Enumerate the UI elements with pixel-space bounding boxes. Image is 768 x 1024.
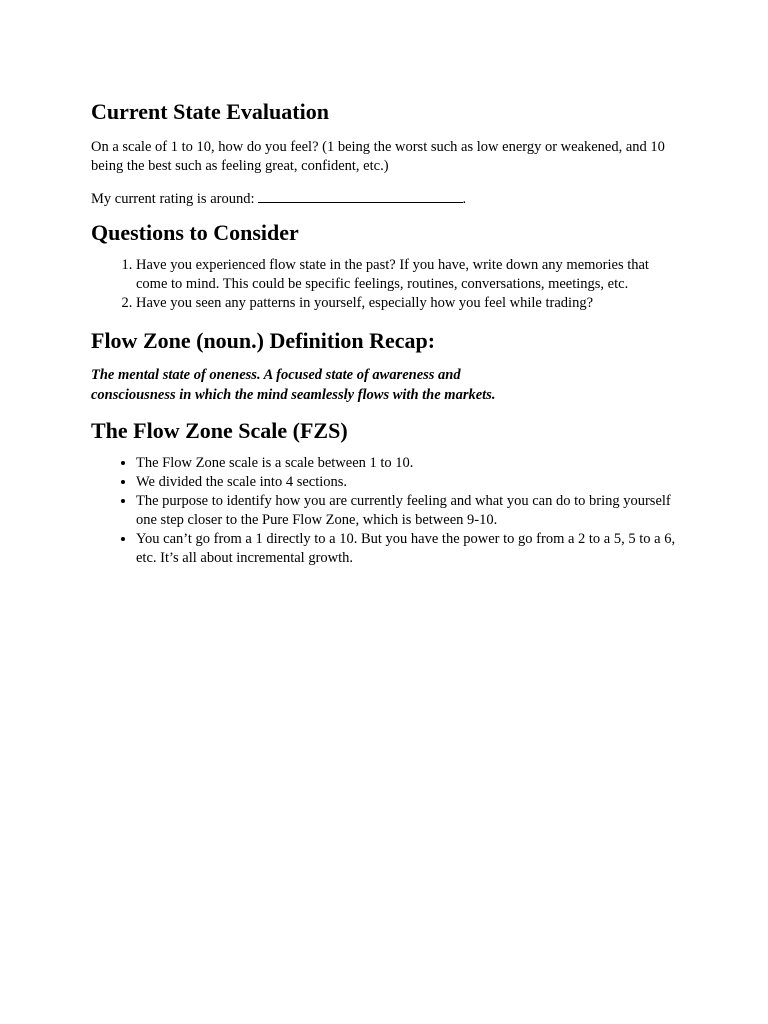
rating-blank	[258, 188, 463, 203]
rating-label: My current rating is around:	[91, 191, 255, 207]
list-item: 2. Have you seen any patterns in yourself, especially how you feel while trading?	[136, 294, 681, 313]
heading-definition: Flow Zone (noun.) Definition Recap:	[91, 328, 436, 353]
questions-list	[91, 256, 681, 313]
list-item: 1. Have you experienced flow state in the past? If you have, write down any memories that come to mind. This could be specific feelings, routines, conversations, meetings, etc.	[136, 256, 681, 294]
rating-suffix: .	[462, 191, 467, 207]
scale-list	[91, 454, 681, 568]
heading-questions: Questions to Consider	[91, 220, 299, 245]
heading-scale: The Flow Zone Scale (FZS)	[91, 418, 348, 443]
definition-text	[91, 365, 681, 405]
rating-line	[91, 188, 681, 209]
heading-current-state: Current State Evaluation	[91, 99, 329, 124]
list-item: • We divided the scale into 4 sections.	[136, 473, 681, 492]
document-page	[91, 98, 681, 568]
definition-line-2: consciousness in which the mind seamlessly flows with the markets.	[91, 387, 496, 403]
list-item: • The purpose to identify how you are currently feeling and what you can do to bring yourself one step closer to the Pure Flow Zone, which is between 9-10.	[136, 492, 681, 530]
list-item: • The Flow Zone scale is a scale between 1 to 10.	[136, 454, 681, 473]
list-item: • You can’t go from a 1 directly to a 10. But you have the power to go from a 2 to a 5, 5 to a 6, etc. It’s all about incremental growth.	[136, 530, 681, 568]
intro-paragraph: On a scale of 1 to 10, how do you feel? (1 being the worst such as low energy or weakened, and 10 being the best such as feeling great, confident, etc.)	[91, 139, 665, 174]
definition-line-1: The mental state of oneness. A focused state of awareness and	[91, 367, 461, 383]
